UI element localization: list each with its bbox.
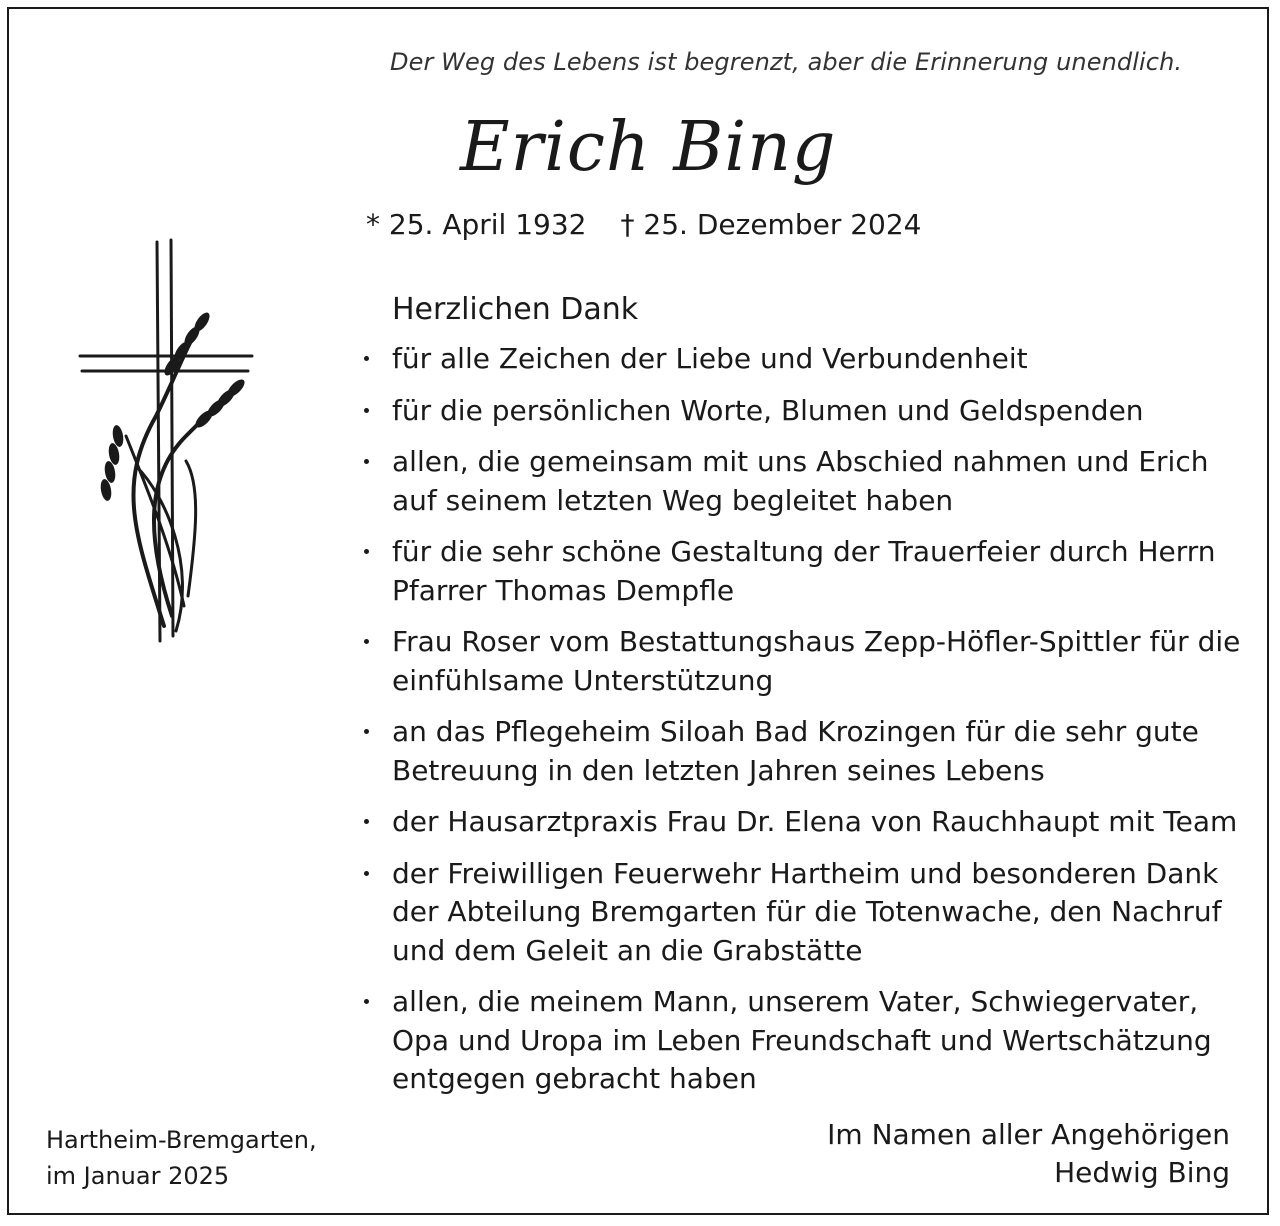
cross-with-wheat-icon (76, 236, 258, 646)
list-item: der Hausarztpraxis Frau Dr. Elena von Rauchhaupt mit Team (364, 803, 1244, 842)
signature-block (827, 1116, 1230, 1192)
list-item: für alle Zeichen der Liebe und Verbundenheit (364, 340, 1244, 379)
list-item: der Freiwilligen Feuerwehr Hartheim und besonderen Dank der Abteilung Bremgarten für die Totenwache, den Nachruf und dem Geleit an die Grabstätte (364, 855, 1244, 971)
list-item: für die sehr schöne Gestaltung der Trauerfeier durch Herrn Pfarrer Thomas Dempfle (364, 533, 1244, 610)
bullet-icon (364, 871, 369, 876)
bullet-icon (364, 639, 369, 644)
place-line: Hartheim-Bremgarten, (46, 1126, 317, 1154)
deceased-name: Erich Bing (460, 108, 837, 187)
death-date: † 25. Dezember 2024 (620, 208, 922, 241)
bullet-icon (364, 356, 369, 361)
life-dates (366, 208, 922, 241)
date-line: im Januar 2025 (46, 1162, 230, 1190)
bullet-icon (364, 459, 369, 464)
list-item: für die persönlichen Worte, Blumen und Geldspenden (364, 392, 1244, 431)
thanks-heading: Herzlichen Dank (392, 292, 639, 327)
bullet-icon (364, 408, 369, 413)
bullet-icon (364, 729, 369, 734)
list-item: Frau Roser vom Bestattungshaus Zepp-Höfler-Spittler für die einfühlsame Unterstützung (364, 623, 1244, 700)
signature-intro: Im Namen aller Angehörigen (827, 1118, 1230, 1151)
motto: Der Weg des Lebens ist begrenzt, aber die Erinnerung unendlich. (390, 48, 1183, 76)
signature-name: Hedwig Bing (1054, 1156, 1230, 1189)
list-item: allen, die gemeinsam mit uns Abschied nahmen und Erich auf seinem letzten Weg begleitet haben (364, 443, 1244, 520)
bullet-icon (364, 999, 369, 1004)
birth-date: * 25. April 1932 (366, 208, 587, 241)
list-item: an das Pflegeheim Siloah Bad Krozingen für die sehr gute Betreuung in den letzten Jahren seines Lebens (364, 713, 1244, 790)
bullet-icon (364, 819, 369, 824)
list-item: allen, die meinem Mann, unserem Vater, Schwiegervater, Opa und Uropa im Leben Freundschaft und Wertschätzung entgegen gebracht haben (364, 983, 1244, 1099)
bullet-icon (364, 549, 369, 554)
place-and-date (46, 1122, 317, 1194)
thanks-list (364, 340, 1244, 1112)
